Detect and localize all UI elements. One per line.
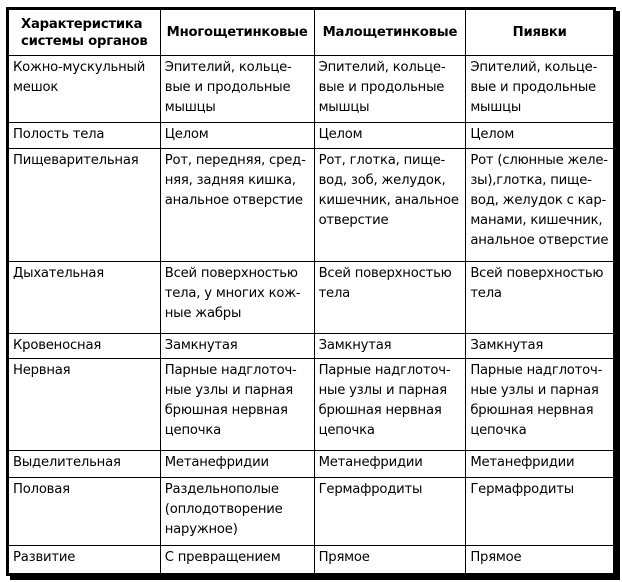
row-oligochaetes: Замкнутая: [314, 333, 466, 359]
table-row: [9, 56, 614, 123]
row-leeches: Целом: [466, 123, 614, 149]
row-leeches: Эпителий, кольце- вые и продольные мышцы: [466, 56, 614, 123]
table-row: [9, 148, 614, 262]
annelids-comparison-table: [8, 9, 614, 574]
table-row: [9, 262, 614, 333]
row-feature: Развитие: [9, 546, 161, 574]
row-feature: Половая: [9, 477, 161, 545]
header-feature: Характеристика системы органов: [9, 10, 161, 56]
row-leeches: Гермафродиты: [466, 477, 614, 545]
table-row: [9, 333, 614, 359]
comparison-table-frame: [6, 7, 616, 576]
row-feature: Дыхательная: [9, 262, 161, 333]
row-oligochaetes: Всей поверхностью тела: [314, 262, 466, 333]
row-feature: Пищеварительная: [9, 148, 161, 262]
row-leeches: Прямое: [466, 546, 614, 574]
header-row: [9, 10, 614, 56]
row-polychaetes: Замкнутая: [160, 333, 314, 359]
row-feature: Нервная: [9, 359, 161, 451]
row-polychaetes: Эпителий, кольце- вые и продольные мышцы: [160, 56, 314, 123]
header-oligochaetes: Малощетинковые: [314, 10, 466, 56]
row-leeches: Рот (слюнные желе- зы),глотка, пище- вод, желудок с кар- манами, кишечник, анальное отверстие: [466, 148, 614, 262]
row-leeches: Всей поверхностью тела: [466, 262, 614, 333]
row-feature: Выделительная: [9, 451, 161, 478]
row-oligochaetes: Рот, глотка, пище- вод, зоб, желудок, кишечник, анальное отверстие: [314, 148, 466, 262]
table-row: [9, 359, 614, 451]
row-polychaetes: Раздельнополые (оплодотворение наружное): [160, 477, 314, 545]
row-polychaetes: Всей поверхностью тела, у многих кож- ные жабры: [160, 262, 314, 333]
table-row: [9, 477, 614, 545]
row-oligochaetes: Метанефридии: [314, 451, 466, 478]
row-leeches: Метанефридии: [466, 451, 614, 478]
row-polychaetes: Рот, передняя, сред- няя, задняя кишка, анальное отверстие: [160, 148, 314, 262]
header-leeches: Пиявки: [466, 10, 614, 56]
row-oligochaetes: Гермафродиты: [314, 477, 466, 545]
header-polychaetes: Многощетинковые: [160, 10, 314, 56]
row-oligochaetes: Прямое: [314, 546, 466, 574]
row-leeches: Парные надглоточ- ные узлы и парная брюшная нервная цепочка: [466, 359, 614, 451]
row-feature: Кровеносная: [9, 333, 161, 359]
row-feature: Полость тела: [9, 123, 161, 149]
row-feature: Кожно-мускульный мешок: [9, 56, 161, 123]
table-row: [9, 451, 614, 478]
row-polychaetes: Парные надглоточ- ные узлы и парная брюшная нервная цепочка: [160, 359, 314, 451]
row-polychaetes: Метанефридии: [160, 451, 314, 478]
table-row: [9, 123, 614, 149]
row-oligochaetes: Парные надглоточ- ные узлы и парная брюшная нервная цепочка: [314, 359, 466, 451]
table-row: [9, 546, 614, 574]
row-oligochaetes: Целом: [314, 123, 466, 149]
row-leeches: Замкнутая: [466, 333, 614, 359]
row-oligochaetes: Эпителий, кольце- вые и продольные мышцы: [314, 56, 466, 123]
row-polychaetes: Целом: [160, 123, 314, 149]
row-polychaetes: С превращением: [160, 546, 314, 574]
